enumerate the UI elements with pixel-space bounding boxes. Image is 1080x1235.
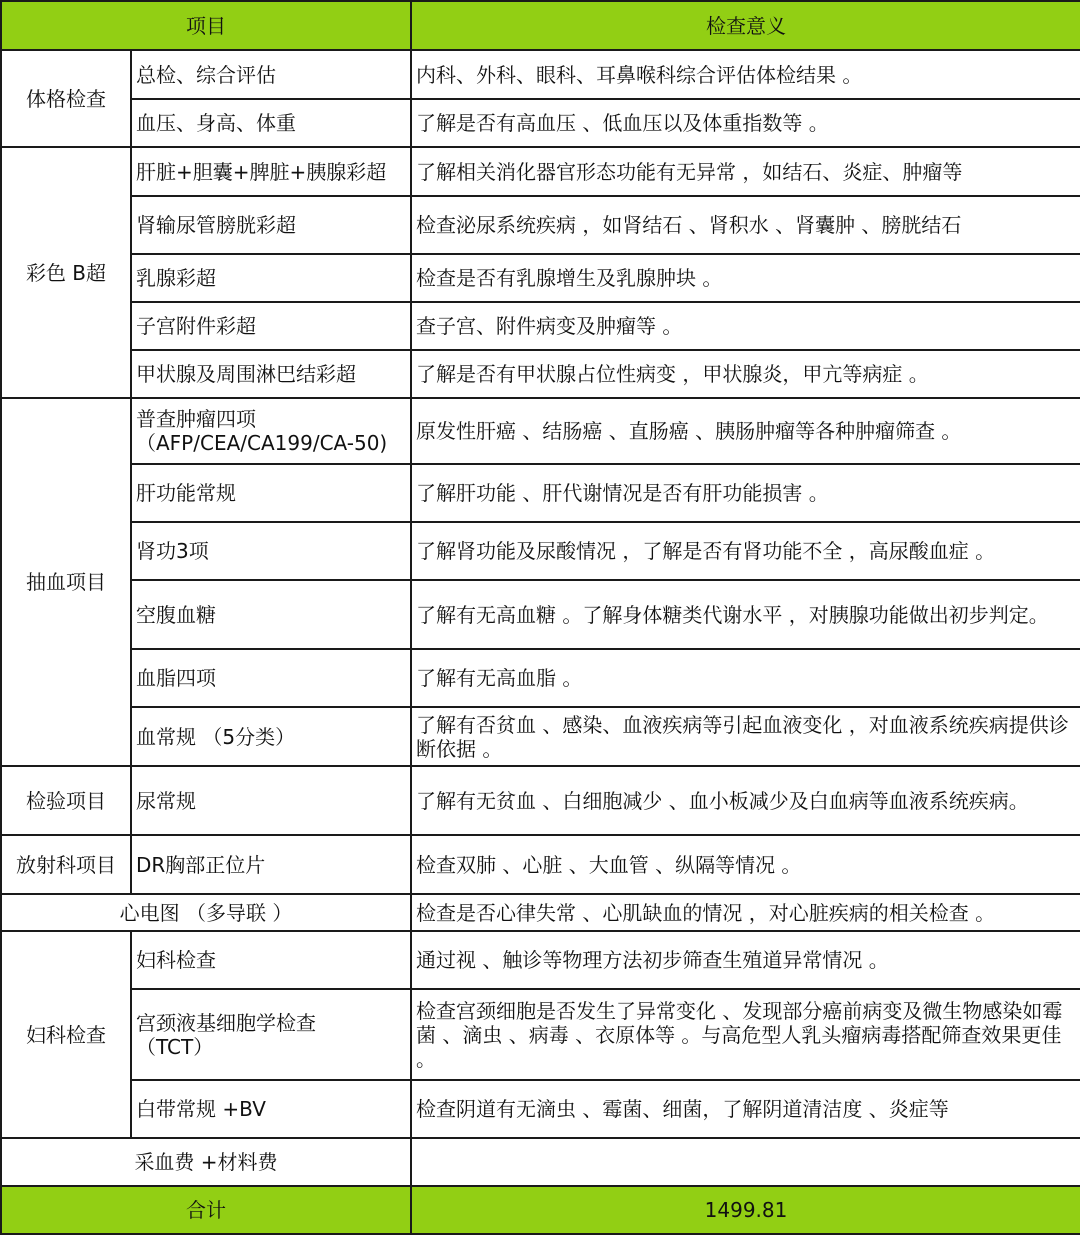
- item-title: 宫颈液基细胞学检查: [136, 1010, 316, 1035]
- category-ultrasound: 彩色 B超: [1, 147, 131, 398]
- table-header-row: [1, 1, 1080, 50]
- meaning-cell: 查子宫、附件病变及肿瘤等 。: [411, 302, 1080, 350]
- table-row: [1, 707, 1080, 766]
- item-cell: [131, 398, 411, 464]
- item-subtitle: （AFP/CEA/CA199/CA-50): [136, 431, 388, 455]
- meaning-cell: 了解有否贫血 、感染、血液疾病等引起血液变化 ，对血液系统疾病提供诊断依据 。: [411, 707, 1080, 766]
- item-cell: 甲状腺及周围淋巴结彩超: [131, 350, 411, 398]
- category-physical: 体格检查: [1, 50, 131, 147]
- table-row: [1, 464, 1080, 522]
- item-ecg: 心电图 （多导联 ）: [1, 894, 411, 931]
- meaning-cell: 检查是否有乳腺增生及乳腺肿块 。: [411, 254, 1080, 302]
- meaning-cell: 了解肝功能 、肝代谢情况是否有肝功能损害 。: [411, 464, 1080, 522]
- item-subtitle: （TCT）: [136, 1034, 214, 1059]
- table-row: [1, 147, 1080, 196]
- meaning-cell: 检查阴道有无滴虫 、霉菌、细菌，了解阴道清洁度 、炎症等: [411, 1080, 1080, 1138]
- total-row: [1, 1186, 1080, 1234]
- table-row: [1, 50, 1080, 99]
- table-row: [1, 254, 1080, 302]
- table-row: [1, 302, 1080, 350]
- meaning-cell: 了解是否有高血压 、低血压以及体重指数等 。: [411, 99, 1080, 147]
- item-cell: 血压、身高、体重: [131, 99, 411, 147]
- meaning-cell: 原发性肝癌 、结肠癌 、直肠癌 、胰肠肿瘤等各种肿瘤筛查 。: [411, 398, 1080, 464]
- table-row: [1, 894, 1080, 931]
- table-row: [1, 766, 1080, 835]
- meaning-cell: 检查是否心律失常 、心肌缺血的情况 ，对心脏疾病的相关检查 。: [411, 894, 1080, 931]
- header-item: 项目: [1, 1, 411, 50]
- meaning-cell: 了解有无高血脂 。: [411, 649, 1080, 707]
- item-cell: 白带常规 +BV: [131, 1080, 411, 1138]
- item-fees: 采血费 +材料费: [1, 1138, 411, 1186]
- item-cell: 肾功3项: [131, 522, 411, 580]
- header-meaning: 检查意义: [411, 1, 1080, 50]
- meaning-cell: 检查泌尿系统疾病 ，如肾结石 、肾积水 、肾囊肿 、膀胱结石: [411, 196, 1080, 254]
- item-cell: 血脂四项: [131, 649, 411, 707]
- meaning-cell: 内科、外科、眼科、耳鼻喉科综合评估体检结果 。: [411, 50, 1080, 99]
- table-row: [1, 1080, 1080, 1138]
- table-row: [1, 1138, 1080, 1186]
- table-row: [1, 931, 1080, 989]
- table-row: [1, 196, 1080, 254]
- meaning-cell: [411, 1138, 1080, 1186]
- meaning-cell: 了解是否有甲状腺占位性病变 ，甲状腺炎，甲亢等病症 。: [411, 350, 1080, 398]
- meaning-cell: 了解有无贫血 、白细胞减少 、血小板减少及白血病等血液系统疾病。: [411, 766, 1080, 835]
- category-lab: 检验项目: [1, 766, 131, 835]
- meaning-cell: 检查双肺 、心脏 、大血管 、纵隔等情况 。: [411, 835, 1080, 894]
- table-row: [1, 835, 1080, 894]
- item-cell: 尿常规: [131, 766, 411, 835]
- item-cell: 妇科检查: [131, 931, 411, 989]
- total-label: 合计: [1, 1186, 411, 1234]
- category-gynecology: 妇科检查: [1, 931, 131, 1138]
- table-row: [1, 398, 1080, 464]
- meaning-cell: 通过视 、触诊等物理方法初步筛查生殖道异常情况 。: [411, 931, 1080, 989]
- table-row: [1, 522, 1080, 580]
- item-cell: 肝功能常规: [131, 464, 411, 522]
- item-cell: 总检、综合评估: [131, 50, 411, 99]
- meaning-cell: 了解相关消化器官形态功能有无异常 ，如结石、炎症、肿瘤等: [411, 147, 1080, 196]
- item-cell: 肾输尿管膀胱彩超: [131, 196, 411, 254]
- table-row: [1, 989, 1080, 1080]
- item-cell: 子宫附件彩超: [131, 302, 411, 350]
- item-title: 普查肿瘤四项: [136, 407, 256, 431]
- table-row: [1, 99, 1080, 147]
- item-cell: 空腹血糖: [131, 580, 411, 649]
- table-row: [1, 350, 1080, 398]
- category-radiology: 放射科项目: [1, 835, 131, 894]
- meaning-cell: 检查宫颈细胞是否发生了异常变化 、发现部分癌前病变及微生物感染如霉菌 、滴虫 、病毒 、衣原体等 。与高危型人乳头瘤病毒搭配筛查效果更佳 。: [411, 989, 1080, 1080]
- item-cell: 肝脏+胆囊+脾脏+胰腺彩超: [131, 147, 411, 196]
- item-cell: 乳腺彩超: [131, 254, 411, 302]
- item-cell: [131, 989, 411, 1080]
- meaning-cell: 了解肾功能及尿酸情况 ，了解是否有肾功能不全 ，高尿酸血症 。: [411, 522, 1080, 580]
- total-value: 1499.81: [411, 1186, 1080, 1234]
- item-cell: DR胸部正位片: [131, 835, 411, 894]
- meaning-cell: 了解有无高血糖 。了解身体糖类代谢水平 ，对胰腺功能做出初步判定。: [411, 580, 1080, 649]
- table-row: [1, 580, 1080, 649]
- item-cell: 血常规 （5分类）: [131, 707, 411, 766]
- category-blood: 抽血项目: [1, 398, 131, 766]
- table-row: [1, 649, 1080, 707]
